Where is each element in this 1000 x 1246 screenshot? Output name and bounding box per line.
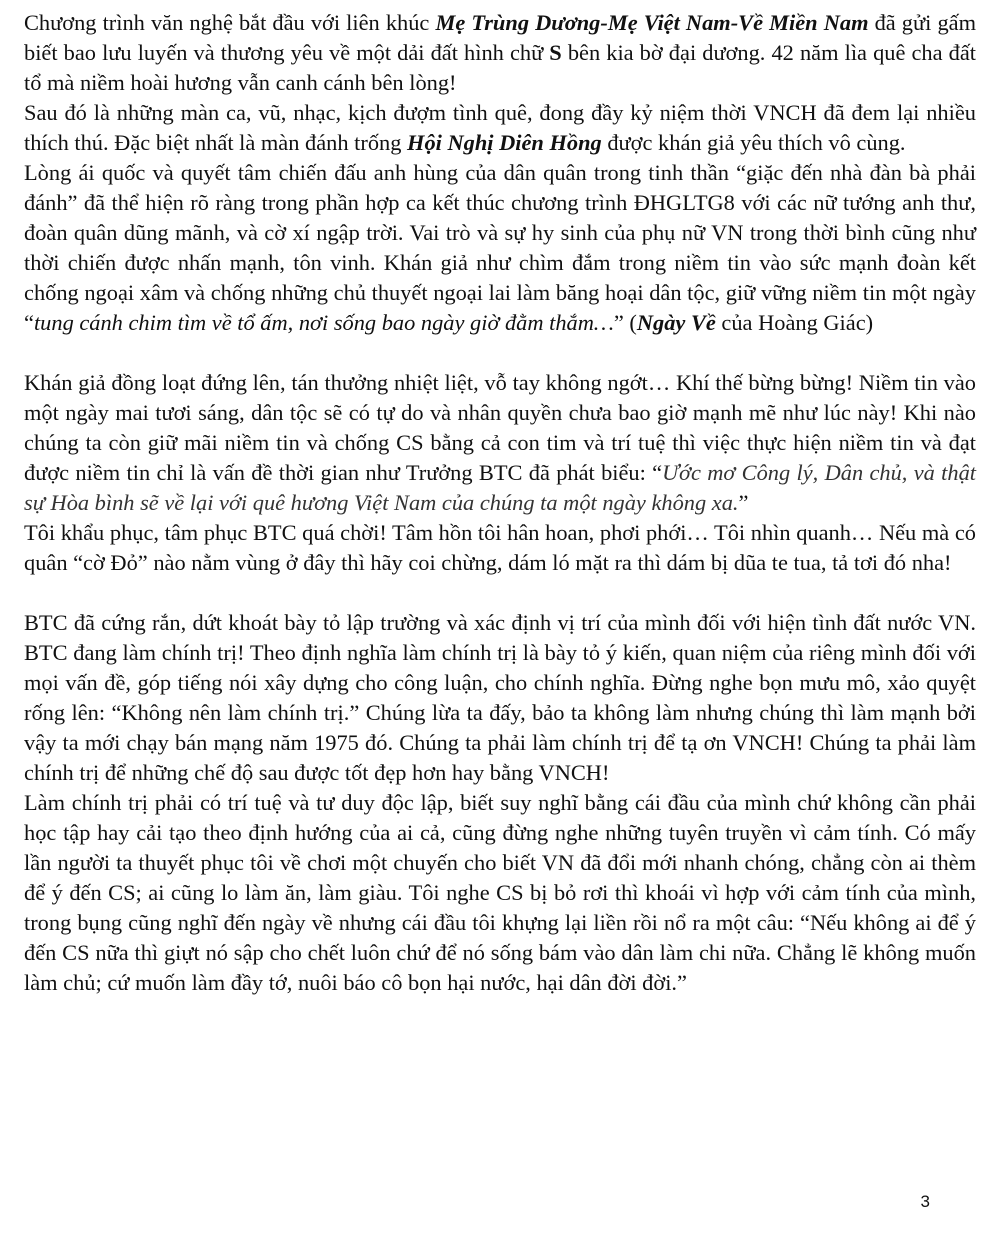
- document-body: [24, 8, 976, 998]
- page-number: 3: [920, 1192, 930, 1211]
- text-span: Chương trình văn nghệ bắt đầu với liên khúc: [24, 10, 436, 35]
- text-span: bên kia bờ đại dương. 42 năm lìa quê cha đất tổ mà niềm hoài hương vẫn canh cánh bên lòng!: [24, 40, 976, 95]
- paragraph-3: [24, 158, 976, 338]
- text-span: được khán giả yêu thích vô cùng.: [601, 130, 906, 155]
- paragraph-2: [24, 98, 976, 158]
- text-span: của Hoàng Giác): [715, 310, 874, 335]
- paragraph-gap: [24, 578, 976, 608]
- speech-quote: Ước mơ Công lý, Dân chủ, và thật sự Hòa bình sẽ về lại với quê hương Việt Nam của chúng ta một ngày không xa.: [24, 460, 976, 515]
- text-span: Sau đó là những màn ca, vũ, nhạc, kịch đượm tình quê, đong đầy kỷ niệm thời VNCH đã đem lại nhiều thích thú. Đặc biệt nhất là màn đánh trống: [24, 100, 976, 155]
- bold-letter: S: [549, 40, 562, 65]
- text-span: ”: [738, 490, 749, 515]
- text-span: đã gửi gấm biết bao lưu luyến và thương yêu về một dải đất hình chữ: [24, 10, 976, 65]
- paragraph-gap: [24, 338, 976, 368]
- lyric-quote: tung cánh chim tìm về tổ ấm, nơi sống bao ngày giờ đằm thắm…: [33, 310, 614, 335]
- text-span: Khán giả đồng loạt đứng lên, tán thưởng nhiệt liệt, vỗ tay không ngớt… Khí thế bừng bừng! Niềm tin vào một ngày mai tươi sáng, dân tộc sẽ có tự do và nhân quyền chưa bao giờ mạnh mẽ như lúc này! Khi nào chúng ta còn giữ mãi niềm tin và chống CS bằng cả con tim và trí tuệ thì việc thực hiện niềm tin và đạt được niềm tin chỉ là vấn đề thời gian như Trưởng BTC đã phát biểu: “: [24, 370, 976, 485]
- paragraph-7: Làm chính trị phải có trí tuệ và tư duy độc lập, biết suy nghĩ bằng cái đầu của mình chứ không cần phải học tập hay cải tạo theo định hướng của ai cả, cũng đừng nghe những tuyên truyền vì cảm tính. Có mấy lần người ta thuyết phục tôi về chơi một chuyến cho biết VN đã đổi mới nhanh chóng, chẳng còn ai thèm để ý đến CS; ai cũng lo làm ăn, làm giàu. Tôi nghe CS bị bỏ rơi thì khoái vì hợp với cảm tính của mình, trong bụng cũng nghĩ đến ngày về nhưng cái đầu tôi khựng lại liền rồi nổ ra một câu: “Nếu không ai để ý đến CS nữa thì giựt nó sập cho chết luôn chứ để nó sống bám vào dân làm chi nữa. Chẳng lẽ không muốn làm chủ; cứ muốn làm đầy tớ, nuôi báo cô bọn hại nước, hại dân đời đời.”: [24, 790, 976, 995]
- text-span: ” (: [613, 310, 637, 335]
- paragraph-4: [24, 368, 976, 518]
- paragraph-1: [24, 8, 976, 98]
- performance-title: Hội Nghị Diên Hồng: [407, 130, 602, 155]
- song-title: Mẹ Trùng Dương-Mẹ Việt Nam-Về Miền Nam: [435, 10, 869, 35]
- song-title: Ngày Về: [636, 310, 716, 335]
- paragraph-5: Tôi khẩu phục, tâm phục BTC quá chời! Tâm hồn tôi hân hoan, phơi phới… Tôi nhìn quanh… Nếu mà có quân “cờ Đỏ” nào nằm vùng ở đây thì hãy coi chừng, dám ló mặt ra thì dám bị dũa te tua, tả tơi đó nha!: [24, 520, 976, 575]
- text-span: Lòng ái quốc và quyết tâm chiến đấu anh hùng của dân quân trong tinh thần “giặc đến nhà đàn bà phải đánh” đã thể hiện rõ ràng trong phần hợp ca kết thúc chương trình ĐHGLTG8 với các nữ tướng anh thư, đoàn quân dũng mãnh, và cờ xí ngập trời. Vai trò và sự hy sinh của phụ nữ VN trong thời bình cũng như thời chiến được nhấn mạnh, tôn vinh. Khán giả như chìm đắm trong niềm tin vào sức mạnh đoàn kết chống ngoại xâm và chống những chủ thuyết ngoại lai làm băng hoại dân tộc, giữ vững niềm tin một ngày “: [24, 160, 976, 335]
- paragraph-6: BTC đã cứng rắn, dứt khoát bày tỏ lập trường và xác định vị trí của mình đối với hiện tình đất nước VN. BTC đang làm chính trị! Theo định nghĩa làm chính trị là bày tỏ ý kiến, quan niệm của riêng mình đối với mọi vấn đề, góp tiếng nói xây dựng cho công luận, cho chính nghĩa. Đừng nghe bọn mưu mô, xảo quyệt rống lên: “Không nên làm chính trị.” Chúng lừa ta đấy, bảo ta không làm nhưng chúng thì làm mạnh bởi vậy ta mới chạy bán mạng năm 1975 đó. Chúng ta phải làm chính trị để tạ ơn VNCH! Chúng ta phải làm chính trị để những chế độ sau được tốt đẹp hơn hay bằng VNCH!: [24, 610, 976, 785]
